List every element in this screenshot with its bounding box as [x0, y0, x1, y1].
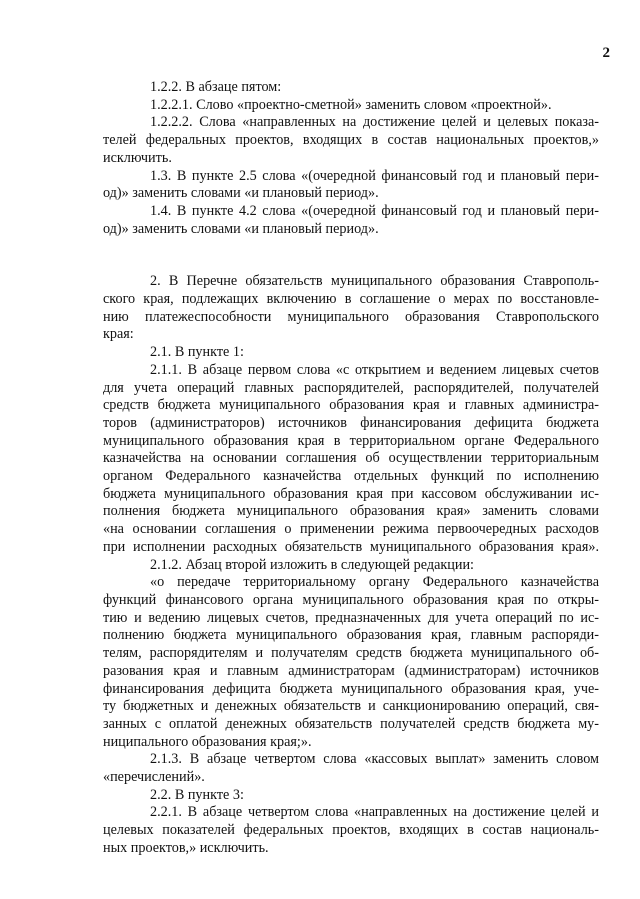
text-line: 2.1. В пункте 1: — [150, 344, 244, 361]
text-line: торов (администраторов) источников финансирования дефицита бюджета — [103, 414, 599, 431]
text-line: при исполнении расходных обязательств муниципального образования края». — [103, 538, 599, 555]
text-line: целевых показателей федеральных проектов, входящих в состав националь- — [103, 822, 599, 839]
page-number: 2 — [602, 45, 610, 61]
text-line: 1.2.2.2. Слова «направленных на достижение целей и целевых показа- — [150, 114, 599, 131]
text-line: нию платежеспособности муниципального образования Ставропольского — [103, 308, 599, 325]
text-line: телей федеральных проектов, входящих в состав национальных проектов,» — [103, 132, 599, 149]
text-line: ных проектов,» исключить. — [103, 839, 269, 856]
text-line: занных с оплатой денежных обязательств получателей средств бюджета му- — [103, 715, 599, 732]
text-line: 2. В Перечне обязательств муниципального образования Ставрополь- — [150, 273, 599, 290]
text-line: 1.2.2.1. Слово «проектно-сметной» заменить словом «проектной». — [150, 96, 552, 113]
text-line: ского края, подлежащих включению в соглашение о мерах по восстановле- — [103, 291, 599, 308]
text-line: края: — [103, 326, 134, 343]
text-line: полнения бюджета муниципального образования края» заменить словами — [103, 503, 599, 520]
text-line: исключить. — [103, 149, 172, 166]
text-line: разования края и главным администраторам (администраторам) источников — [103, 662, 599, 679]
text-line: 2.2.1. В абзаце четвертом слова «направленных на достижение целей и — [150, 804, 599, 821]
text-line: полнению бюджета муниципального образования края, главным распоряди- — [103, 627, 599, 644]
text-line: 1.3. В пункте 2.5 слова «(очередной финансовый год и плановый пери- — [150, 167, 599, 184]
paragraph-gap — [103, 238, 599, 273]
text-line: 1.4. В пункте 4.2 слова «(очередной финансовый год и плановый пери- — [150, 202, 599, 219]
text-line: 2.1.3. В абзаце четвертом слова «кассовых выплат» заменить словом — [150, 751, 599, 768]
text-line: телям, распорядителям и получателям средств бюджета муниципального об- — [103, 645, 599, 662]
text-line: казначейства на основании соглашения об осуществлении территориальным — [103, 450, 599, 467]
text-line: средств бюджета муниципального образования края и главных администра- — [103, 397, 599, 414]
text-line: органом Федерального казначейства отдельных функций по исполнению — [103, 468, 599, 485]
text-line: функций финансового органа муниципального образования края по откры- — [103, 591, 599, 608]
text-line: «на основании соглашения о применении режима первоочередных расходов — [103, 521, 599, 538]
text-line: «перечислений». — [103, 769, 205, 786]
text-line: муниципального образования края в территориальном органе Федерального — [103, 432, 599, 449]
text-line: бюджета муниципального образования края при кассовом обслуживании ис- — [103, 485, 599, 502]
text-line: тию и ведению лицевых счетов, предназначенных для учета операций по ис- — [103, 609, 599, 626]
text-line: 2.1.1. В абзаце первом слова «с открытием и ведением лицевых счетов — [150, 361, 599, 378]
text-line: финансирования дефицита бюджета муниципального образования края, уче- — [103, 680, 599, 697]
text-line: ту бюджетных и денежных обязательств и санкционированию операций, свя- — [103, 698, 599, 715]
text-line: од)» заменить словами «и плановый период». — [103, 220, 379, 237]
document-body — [103, 79, 599, 858]
text-line: 2.1.2. Абзац второй изложить в следующей редакции: — [150, 556, 474, 573]
text-line: «о передаче территориальному органу Федерального казначейства — [150, 574, 599, 591]
text-line: 1.2.2. В абзаце пятом: — [150, 79, 282, 95]
text-line: ниципального образования края;». — [103, 733, 312, 750]
text-line: для учета операций главных распорядителей, распорядителей, получателей — [103, 379, 599, 396]
text-line: 2.2. В пункте 3: — [150, 786, 244, 803]
text-line: од)» заменить словами «и плановый период». — [103, 185, 379, 202]
